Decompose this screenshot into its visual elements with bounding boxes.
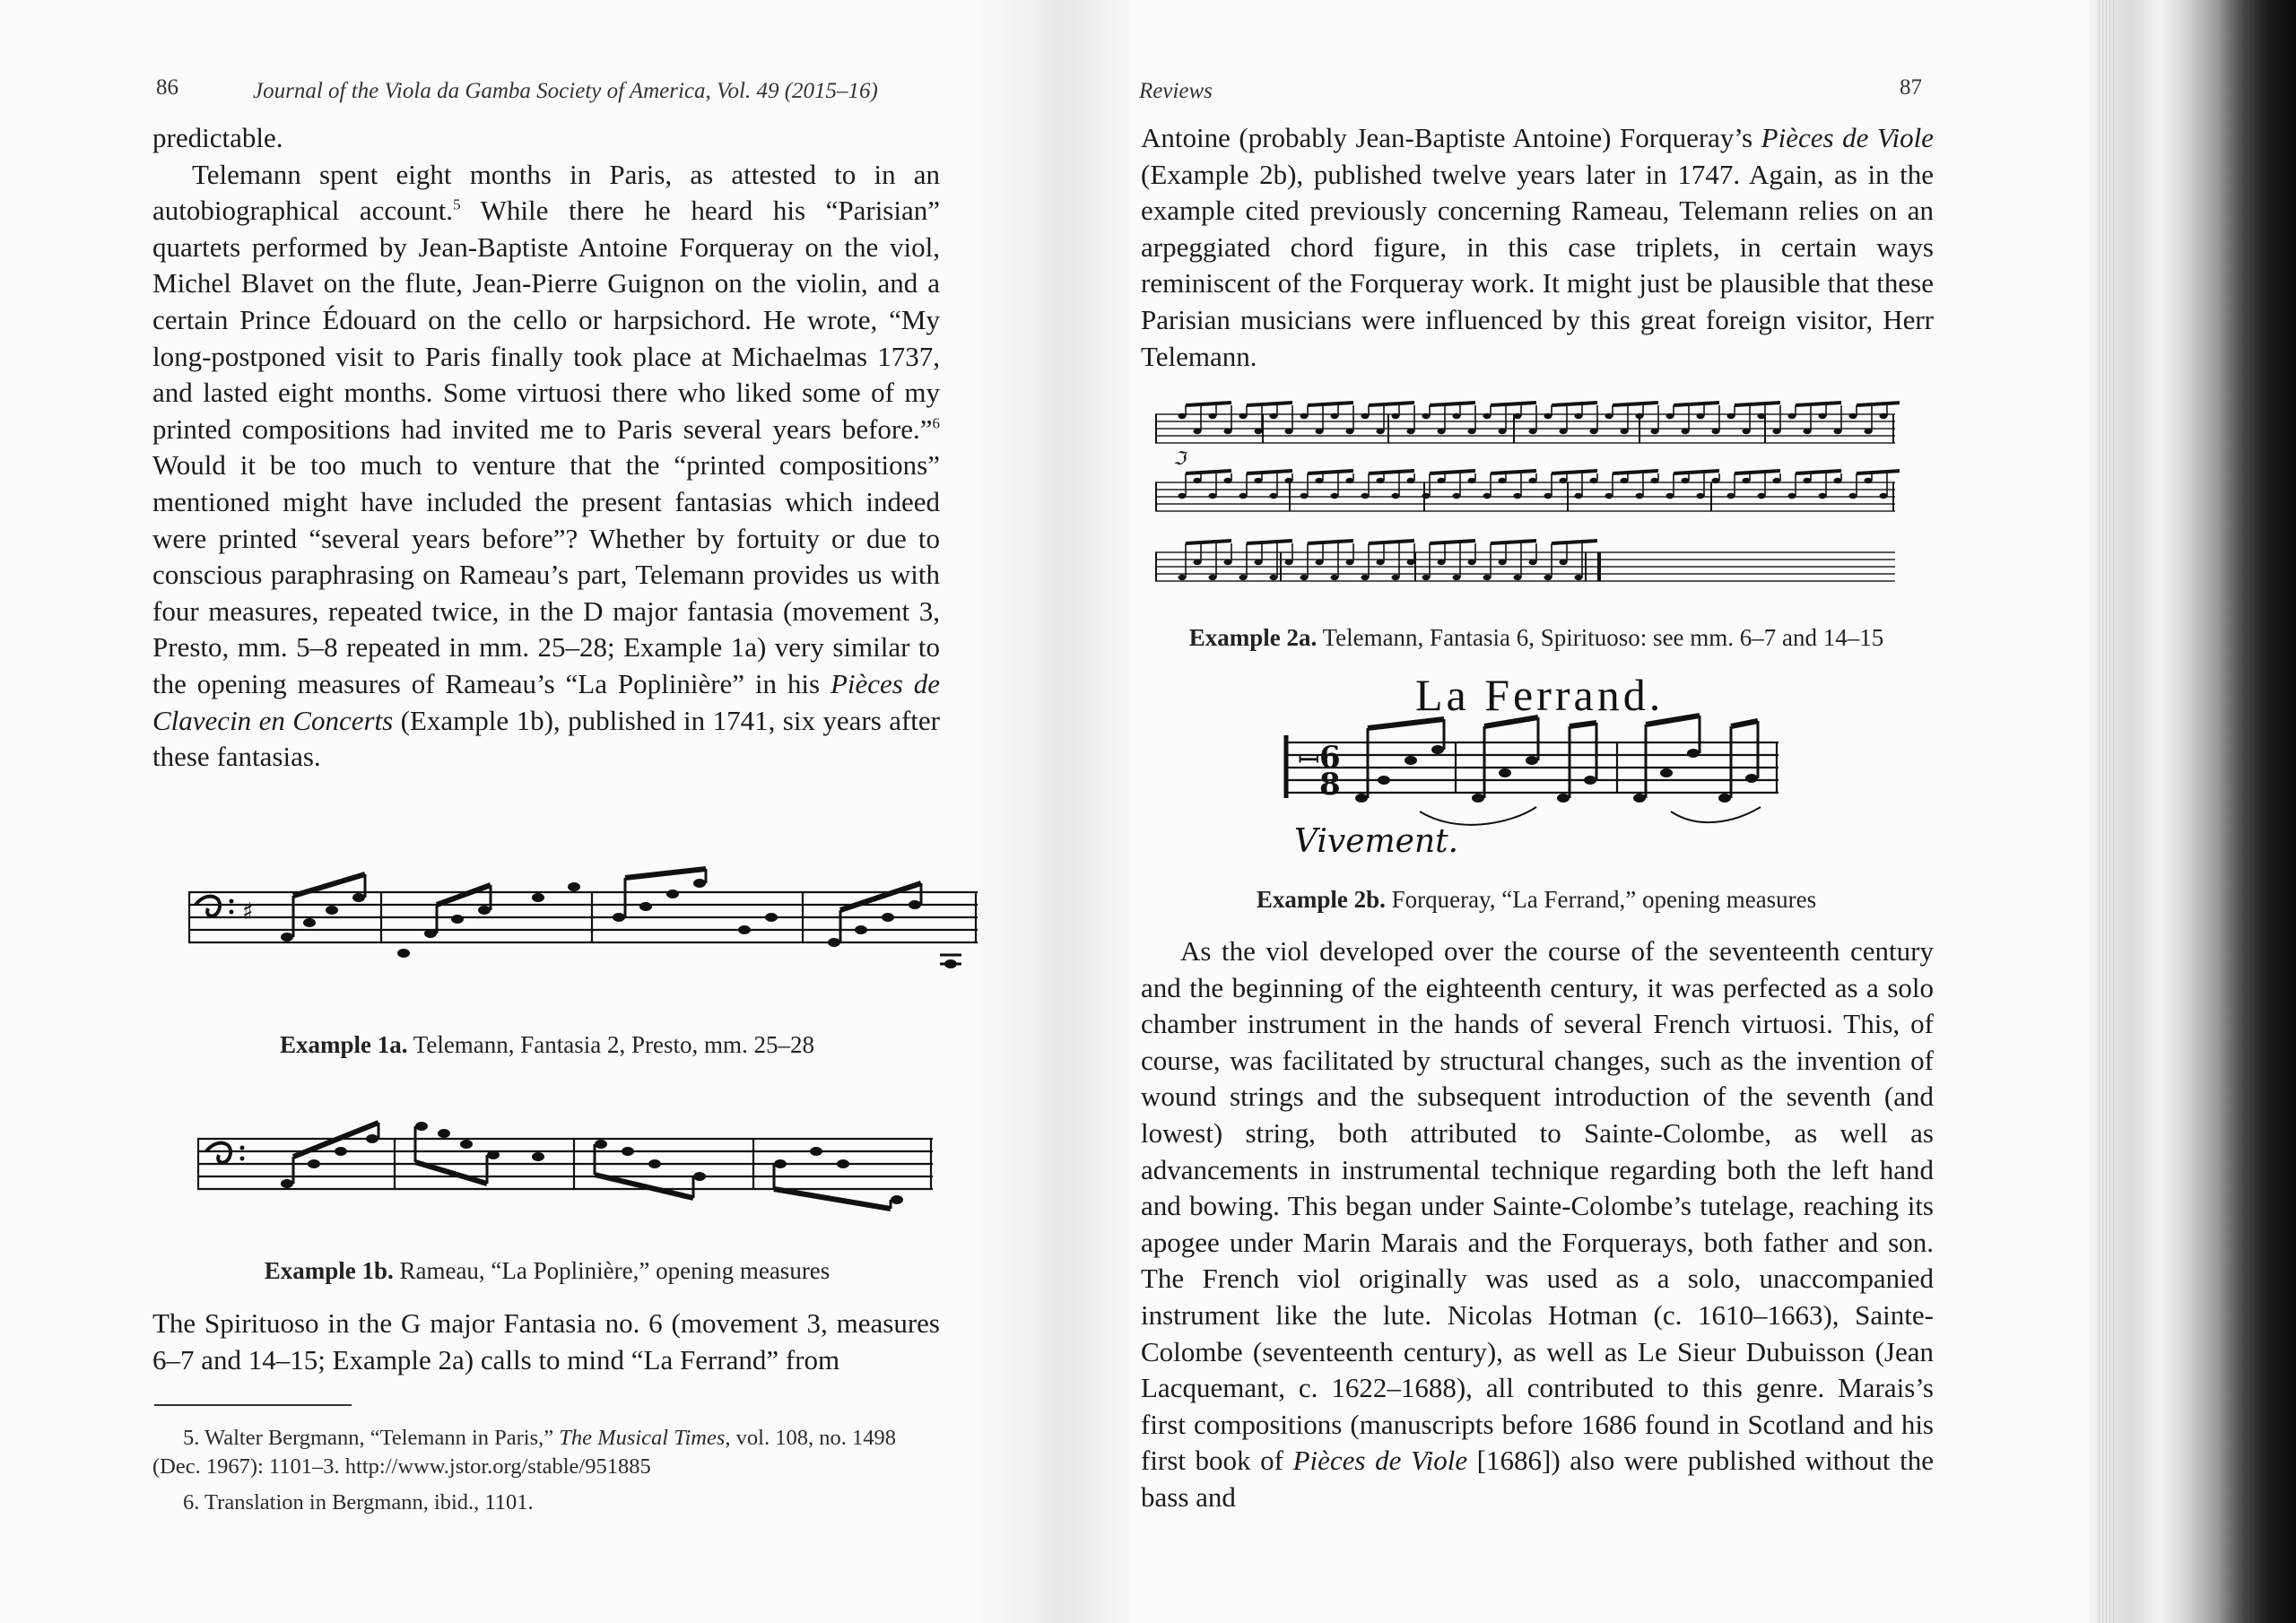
notehead	[1361, 413, 1370, 419]
text-run: While there he heard his “Parisian” quartets performed by Jean-Baptiste Antoine Forqueray on the viol, Michel Blavet on the flute, Jean-Pierre Guignon on the violin, and a certain Prince Édouard on the cello or harpsichord. He wrote, “My long-postponed visit to Paris finally took place at Michaelmas 1737, and lasted eight months. Some virtuosi there who liked some of my printed compositions had invited me to Paris several years before.”	[152, 195, 940, 445]
notehead	[1727, 413, 1735, 419]
notehead	[1514, 493, 1522, 499]
notehead	[1453, 493, 1461, 499]
notehead	[1346, 560, 1354, 565]
notehead	[1194, 478, 1202, 483]
notehead	[1239, 493, 1248, 499]
notehead	[1514, 575, 1522, 580]
caption-label: Example 2b.	[1256, 886, 1386, 913]
notehead	[1575, 575, 1583, 580]
notehead	[1712, 478, 1720, 483]
notehead	[1316, 429, 1324, 434]
notehead	[1346, 429, 1354, 434]
notehead	[1743, 429, 1751, 434]
notehead	[1285, 429, 1293, 434]
notehead	[1438, 560, 1446, 565]
notehead	[1407, 429, 1415, 434]
notehead	[1453, 413, 1461, 419]
notehead	[1560, 478, 1568, 483]
notehead	[1758, 413, 1766, 419]
notehead	[1819, 493, 1827, 499]
notehead	[1697, 413, 1705, 419]
notehead	[1590, 429, 1598, 434]
footnote-5	[152, 1424, 940, 1481]
notehead	[1209, 575, 1217, 580]
notehead	[1483, 575, 1492, 580]
notehead	[1621, 478, 1629, 483]
note-beam	[1308, 403, 1353, 405]
notehead	[1270, 493, 1278, 499]
notehead	[1544, 493, 1552, 499]
caption-label: Example 1b.	[264, 1257, 394, 1284]
notehead	[1392, 493, 1400, 499]
notehead	[1529, 478, 1537, 483]
notehead	[1819, 413, 1827, 419]
notehead	[1514, 413, 1522, 419]
svg-text:ꟷ: ꟷ	[1298, 745, 1320, 777]
note-beam	[1857, 471, 1900, 473]
page-number: 87	[1900, 75, 1922, 100]
notehead	[1865, 478, 1873, 483]
note-beam	[1613, 403, 1658, 405]
notehead	[1377, 478, 1385, 483]
italic-title: Pièces de Viole	[1761, 122, 1934, 153]
notehead	[1224, 478, 1232, 483]
notehead	[1727, 493, 1735, 499]
note-beam	[1674, 471, 1719, 473]
notehead	[1651, 478, 1659, 483]
svg-text:8: 8	[1319, 767, 1341, 803]
music-example-1b	[197, 1112, 933, 1219]
footnote-ref-5: 5	[453, 195, 461, 213]
music-tempo-vivement: Vivement.	[1294, 823, 1459, 860]
notehead	[1300, 413, 1309, 419]
notehead	[1560, 429, 1568, 434]
paragraph	[152, 157, 940, 776]
text-run: (Example 2b), published twelve years later in 1747. Again, as in the example cited previously concerning Rameau, Telemann relies on an arpeggiated chord figure, in this case triplets, in certain ways reminiscent of the Forqueray work. It might just be plausible that these Parisian musicians were influenced by this great foreign visitor, Herr Telemann.	[1141, 158, 1934, 372]
caption-example-1a	[152, 1031, 942, 1059]
notehead	[1590, 478, 1598, 483]
notehead	[1605, 413, 1613, 419]
caption-text: Forqueray, “La Ferrand,” opening measures	[1385, 886, 1817, 913]
notehead	[1804, 429, 1812, 434]
notehead	[1422, 413, 1431, 419]
note-beam	[1491, 471, 1536, 473]
notehead	[1849, 413, 1857, 419]
page-number: 86	[156, 75, 178, 100]
caption-label: Example 1a.	[279, 1031, 408, 1058]
body-text-top	[152, 120, 940, 776]
notehead	[1377, 429, 1385, 434]
music-example-2b	[1276, 664, 1814, 870]
music-example-1a	[188, 865, 978, 991]
text-run: As the viol developed over the course of the seventeenth century and the beginning of the eighteenth century, it was perfected as a solo chamber instrument in the hands of several French virtuosi. This, of course, was facilitated by structural changes, such as the invention of wound strings and the subsequent introduction of the seventh (and lowest) string, both attributed to Sainte-Colombe, as well as advancements in instrumental technique regarding both the left hand and bowing. This began under Sainte-Colombe’s tutelage, reaching its apogee under Marin Marais and the Forquerays, both father and son. The French viol originally was used as a solo, unaccompanied instrument like the lute. Nicolas Hotman (c. 1610–1663), Sainte-Colombe (seventeenth century), as well as Le Sieur Dubuisson (Jean Lacquemant, c. 1622–1688), all contributed to this genre. Marais’s first compositions (manuscripts before 1686 found in Scotland and his first book of	[1141, 935, 1934, 1477]
notehead	[1438, 478, 1446, 483]
footnote-6: 6. Translation in Bergmann, ibid., 1101.	[183, 1490, 534, 1515]
caption-text: Telemann, Fantasia 6, Spirituoso: see mm. 6–7 and 14–15	[1317, 624, 1884, 651]
right-page	[1137, 0, 1935, 1623]
caption-example-2a	[1137, 624, 1935, 652]
note-beam	[1308, 471, 1353, 473]
note-beam	[1186, 541, 1231, 543]
notehead	[1178, 413, 1187, 419]
notehead	[1849, 493, 1857, 499]
notehead	[1270, 413, 1278, 419]
text-run: (Example 1b), published in 1741, six years after these fantasias.	[152, 704, 940, 773]
notehead	[1209, 413, 1217, 419]
notehead	[1712, 429, 1720, 434]
note-beam	[1186, 471, 1231, 473]
notehead	[1407, 478, 1415, 483]
notehead	[1255, 429, 1263, 434]
note-beam	[1308, 541, 1353, 543]
caption-example-2b	[1137, 886, 1935, 914]
notehead	[1285, 478, 1293, 483]
notehead	[1621, 429, 1629, 434]
notehead	[1224, 429, 1232, 434]
note-beam	[1613, 471, 1658, 473]
text-run: [1686]) also were published without the bass and	[1141, 1445, 1934, 1513]
notehead	[1697, 493, 1705, 499]
footnotes	[152, 1424, 940, 1524]
note-beam	[1552, 541, 1597, 543]
notehead	[1636, 493, 1644, 499]
footnote-separator	[154, 1404, 352, 1406]
notehead	[1194, 429, 1202, 434]
italic-title: Pièces de Clavecin en Concerts	[152, 667, 940, 736]
note-beam	[1491, 403, 1536, 405]
notehead	[1316, 478, 1324, 483]
note-beam	[1369, 541, 1414, 543]
note-beam	[1369, 403, 1414, 405]
notehead	[1773, 429, 1781, 434]
note-beam	[1247, 403, 1292, 405]
notehead	[1666, 413, 1674, 419]
notehead	[1255, 560, 1263, 565]
notehead	[1499, 560, 1507, 565]
notehead	[1178, 493, 1187, 499]
notehead	[1468, 560, 1476, 565]
caption-text: Telemann, Fantasia 2, Presto, mm. 25–28	[407, 1031, 815, 1058]
notehead	[1743, 478, 1751, 483]
notehead	[1300, 575, 1309, 580]
notehead	[1544, 413, 1552, 419]
italic-title: The Musical Times,	[559, 1426, 731, 1450]
notehead	[1499, 429, 1507, 434]
footnote-ref-6: 6	[932, 414, 940, 432]
running-head: Journal of the Viola da Gamba Society of America, Vol. 49 (2015–16)	[253, 79, 878, 103]
page-stack-edges	[2099, 0, 2117, 1623]
note-beam	[1430, 403, 1475, 405]
paragraph	[1141, 933, 1934, 1516]
note-beam	[1735, 403, 1780, 405]
notehead	[1560, 560, 1568, 565]
notehead	[1605, 493, 1613, 499]
notehead	[1316, 560, 1324, 565]
svg-text:♯: ♯	[242, 898, 254, 925]
notehead	[1804, 478, 1812, 483]
notehead	[1529, 560, 1537, 565]
note-beam	[1796, 403, 1841, 405]
notehead	[1865, 429, 1873, 434]
notehead	[1392, 575, 1400, 580]
note-beam	[1552, 403, 1597, 405]
notehead	[1331, 493, 1339, 499]
notehead	[1438, 429, 1446, 434]
note-beam	[1430, 541, 1475, 543]
svg-text:ℑ: ℑ	[1173, 447, 1186, 469]
music-title-la-ferrand: La Ferrand.	[1415, 670, 1665, 720]
notehead	[1407, 560, 1415, 565]
notehead	[1346, 478, 1354, 483]
book-gutter	[969, 0, 1130, 1623]
page-edge-shadow	[2090, 0, 2296, 1623]
notehead	[1773, 478, 1781, 483]
note-beam	[1857, 403, 1900, 405]
paragraph-continuation	[1141, 120, 1934, 375]
notehead	[1392, 413, 1400, 419]
notehead	[1788, 493, 1796, 499]
notehead	[1880, 493, 1888, 499]
notehead	[1468, 429, 1476, 434]
body-text-bottom	[152, 1306, 940, 1378]
text-run: Telemann spent eight months in Paris, as attested to in an autobiographical account.	[152, 158, 940, 227]
text-run: Antoine (probably Jean-Baptiste Antoine) Forqueray’s	[1141, 122, 1761, 153]
note-beam	[1369, 471, 1414, 473]
notehead	[1499, 478, 1507, 483]
notehead	[1682, 478, 1690, 483]
notehead	[1255, 478, 1263, 483]
notehead	[1285, 560, 1293, 565]
notehead	[1682, 429, 1690, 434]
notehead	[1880, 413, 1888, 419]
notehead	[1361, 575, 1370, 580]
italic-title: Pièces de Viole	[1292, 1445, 1468, 1477]
notehead	[1666, 493, 1674, 499]
notehead	[1453, 575, 1461, 580]
notehead	[1209, 493, 1217, 499]
note-beam	[1247, 541, 1292, 543]
body-text-top	[1141, 120, 1934, 375]
paragraph-continuation: predictable.	[152, 122, 283, 153]
notehead	[1361, 493, 1370, 499]
notehead	[1758, 493, 1766, 499]
caption-text: Rameau, “La Poplinière,” opening measures	[393, 1257, 831, 1284]
note-beam	[1491, 541, 1536, 543]
notehead	[1636, 413, 1644, 419]
notehead	[1422, 493, 1431, 499]
notehead	[1377, 560, 1385, 565]
note-beam	[1186, 403, 1231, 405]
note-beam	[1430, 471, 1475, 473]
notehead	[1331, 575, 1339, 580]
notehead	[1834, 429, 1842, 434]
notehead	[1239, 413, 1248, 419]
left-page	[152, 0, 942, 1623]
notehead	[1270, 575, 1278, 580]
notehead	[1224, 560, 1232, 565]
notehead	[1331, 413, 1339, 419]
running-head: Reviews	[1139, 79, 1213, 103]
notehead	[1422, 575, 1431, 580]
notehead	[1239, 575, 1248, 580]
text-run: vol. 108, no. 1498 (Dec. 1967): 1101–3. http://www.jstor.org/stable/951885	[152, 1426, 896, 1479]
note-beam	[1552, 471, 1597, 473]
caption-example-1b	[152, 1257, 942, 1285]
notehead	[1483, 413, 1492, 419]
svg-text:6: 6	[1319, 740, 1341, 776]
notehead	[1575, 413, 1583, 419]
body-text-bottom	[1141, 933, 1934, 1516]
caption-label: Example 2a.	[1188, 624, 1318, 651]
notehead	[1651, 429, 1659, 434]
text-run: Would it be too much to venture that the “printed compositions” mentioned might have included the present fantasias which indeed were printed “several years before”? Whether by fortuity or due to conscious paraphrasing on Rameau’s part, Telemann provides us with four measures, repeated twice, in the D major fantasia (movement 3, Presto, mm. 5–8 repeated in mm. 25–28; Example 1a) very similar to the opening measures of Rameau’s “La Poplinière” in his	[152, 449, 940, 699]
notehead	[1575, 493, 1583, 499]
notehead	[1529, 429, 1537, 434]
music-example-2a	[1155, 395, 1900, 592]
notehead	[1178, 575, 1187, 580]
notehead	[1300, 493, 1309, 499]
notehead	[1483, 493, 1492, 499]
notehead	[1788, 413, 1796, 419]
notehead	[1544, 575, 1552, 580]
paragraph: The Spirituoso in the G major Fantasia no. 6 (movement 3, measures 6–7 and 14–15; Example 2a) calls to mind “La Ferrand” from	[152, 1307, 940, 1376]
notehead	[1468, 478, 1476, 483]
notehead	[1194, 560, 1202, 565]
text-run: 5. Walter Bergmann, “Telemann in Paris,”	[183, 1426, 560, 1450]
note-beam	[1247, 471, 1292, 473]
notehead	[1834, 478, 1842, 483]
note-beam	[1796, 471, 1841, 473]
note-beam	[1674, 403, 1719, 405]
note-beam	[1735, 471, 1780, 473]
